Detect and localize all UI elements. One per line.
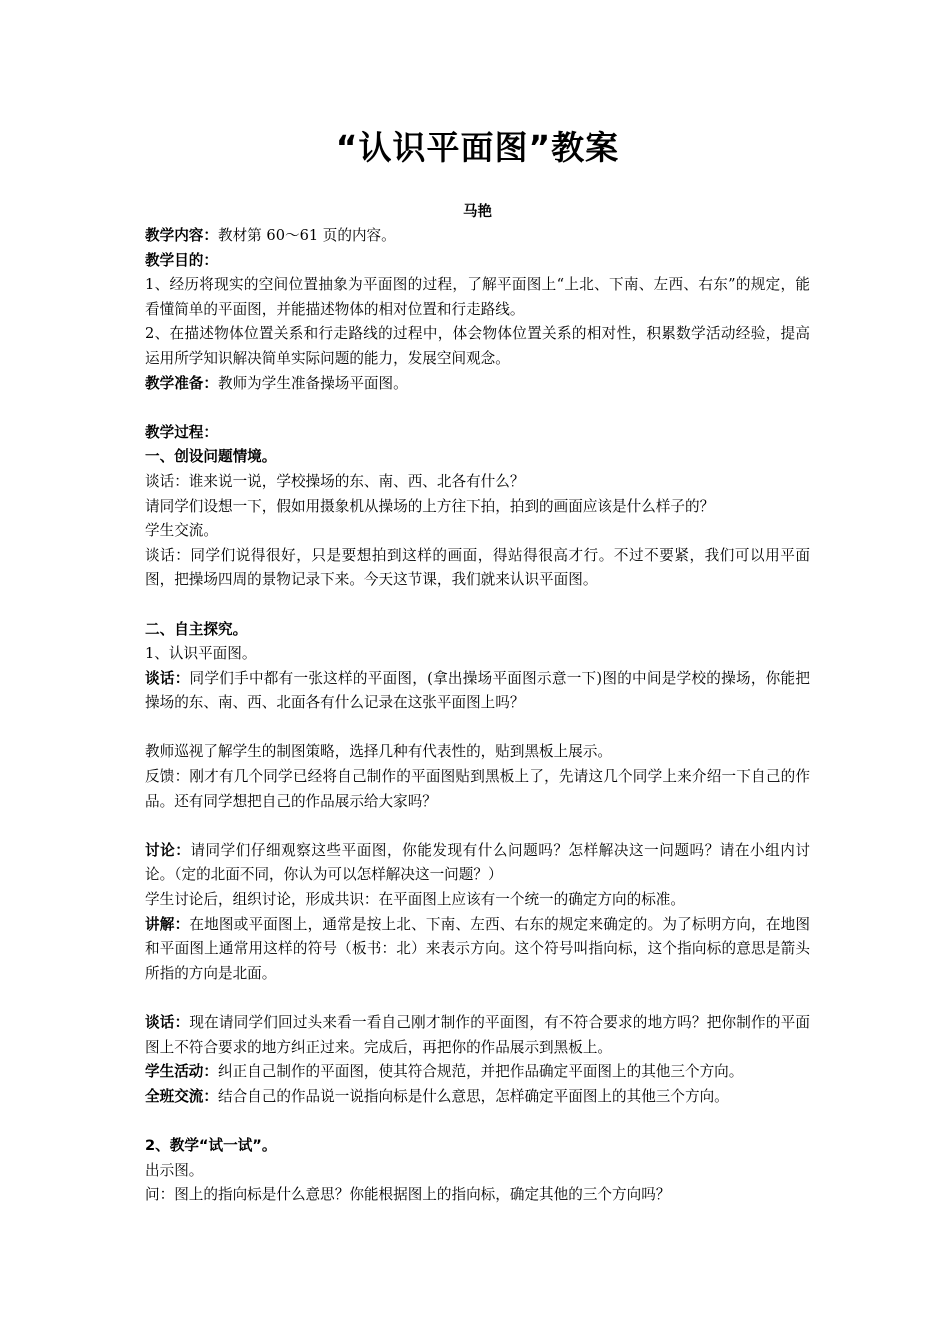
spacer bbox=[145, 396, 810, 421]
teaching-prep-text: 教师为学生准备操场平面图。 bbox=[217, 374, 408, 392]
paragraph-label: 讲解： bbox=[145, 915, 190, 933]
paragraph-text: 在地图或平面图上，通常是按上北、下南、左西、右东的规定来确定的。为了标明方向，在地图和平面图上通常用这样的符号（板书：北）来表示方向。这个符号叫指向标，这个指向标的意思是箭头所指的方向是北面。 bbox=[145, 915, 810, 982]
paragraph-label: 谈话： bbox=[145, 1014, 190, 1031]
paragraph-text: 请同学们仔细观察这些平面图，你能发现有什么问题吗？怎样解决这一问题吗？请在小组内讨论。（定的北面不同，你认为可以怎样解决这一问题？） bbox=[145, 841, 810, 884]
section-2-paragraph bbox=[145, 667, 810, 716]
document-title: “认识平面图”教案 bbox=[335, 128, 620, 167]
subsection-2-heading: 2、教学“试一试”。 bbox=[145, 1136, 277, 1154]
spacer bbox=[145, 593, 810, 618]
paragraph-text: 结合自己的作品说一说指向标是什么意思，怎样确定平面图上的其他三个方向。 bbox=[217, 1087, 729, 1105]
section-2-paragraph: 问：图上的指向标是什么意思？你能根据图上的指向标，确定其他的三个方向吗？ bbox=[145, 1186, 671, 1204]
section-1-paragraph: 请同学们设想一下，假如用摄象机从操场的上方往下拍，拍到的画面应该是什么样子的？ bbox=[145, 497, 715, 515]
section-2-paragraph bbox=[145, 1085, 810, 1110]
section-2-paragraph: 反馈：刚才有几个同学已经将自己制作的平面图贴到黑板上了，先请这几个同学上来介绍一下自己的作品。还有同学想把自己的作品展示给大家吗？ bbox=[145, 768, 810, 810]
section-1-paragraph: 学生交流。 bbox=[145, 522, 218, 540]
paragraph-text: 同学们手中都有一张这样的平面图，(拿出操场平面图示意一下)图的中间是学校的操场，你能把操场的东、南、西、北面各有什么记录在这张平面图上吗？ bbox=[145, 669, 810, 712]
teaching-goal-2: 2、在描述物体位置关系和行走路线的过程中，体会物体位置关系的相对性，积累数学活动经验，提高运用所学知识解决简单实际问题的能力，发展空间观念。 bbox=[145, 325, 810, 367]
paragraph-label: 全班交流： bbox=[145, 1087, 218, 1105]
section-2-paragraph bbox=[145, 1060, 810, 1085]
section-2-paragraph bbox=[145, 913, 810, 987]
author-name: 马艳 bbox=[463, 204, 492, 220]
teaching-goal-1: 1、经历将现实的空间位置抽象为平面图的过程，了解平面图上“上北、下南、左西、右东”的规定，能看懂简单的平面图，并能描述物体的相对位置和行走路线。 bbox=[145, 276, 810, 318]
teaching-content-text: 教材第 60～61 页的内容。 bbox=[217, 227, 396, 244]
teaching-goal-label: 教学目的： bbox=[145, 251, 218, 269]
spacer bbox=[145, 716, 810, 741]
subsection-1-heading: 1、认识平面图。 bbox=[145, 645, 257, 663]
section-1-paragraph: 谈话：同学们说得很好，只是要想拍到这样的画面，得站得很高才行。不过不要紧，我们可以用平面图，把操场四周的景物记录下来。今天这节课，我们就来认识平面图。 bbox=[145, 546, 810, 589]
paragraph-text: 纠正自己制作的平面图，使其符合规范，并把作品确定平面图上的其他三个方向。 bbox=[217, 1063, 744, 1081]
teaching-content bbox=[145, 224, 810, 249]
spacer bbox=[145, 986, 810, 1011]
spacer bbox=[145, 814, 810, 839]
spacer bbox=[145, 1109, 810, 1134]
teaching-content-label: 教学内容： bbox=[145, 227, 218, 244]
section-1-paragraph: 谈话：谁来说一说，学校操场的东、南、西、北各有什么？ bbox=[145, 472, 525, 490]
paragraph-label: 谈话： bbox=[145, 669, 190, 687]
document-body bbox=[145, 224, 810, 1208]
section-2-paragraph bbox=[145, 1011, 810, 1060]
paragraph-label: 讨论： bbox=[145, 841, 191, 859]
section-2-paragraph: 教师巡视了解学生的制图策略，选择几种有代表性的，贴到黑板上展示。 bbox=[145, 743, 613, 761]
section-2-paragraph: 出示图。 bbox=[145, 1161, 204, 1179]
paragraph-label: 学生活动： bbox=[145, 1063, 218, 1081]
teaching-process-label: 教学过程： bbox=[145, 423, 218, 441]
section-2-paragraph: 学生讨论后，组织讨论，形成共识：在平面图上应该有一个统一的确定方向的标准。 bbox=[145, 891, 685, 909]
paragraph-text: 现在请同学们回过头来看一看自己刚才制作的平面图，有不符合要求的地方吗？把你制作的平面图上不符合要求的地方纠正过来。完成后，再把你的作品展示到黑板上。 bbox=[145, 1014, 810, 1056]
section-2-heading: 二、自主探究。 bbox=[145, 620, 248, 638]
section-2-paragraph bbox=[145, 839, 810, 888]
teaching-prep-label: 教学准备： bbox=[145, 374, 218, 392]
teaching-prep bbox=[145, 372, 810, 397]
section-1-heading: 一、创设问题情境。 bbox=[145, 448, 277, 466]
